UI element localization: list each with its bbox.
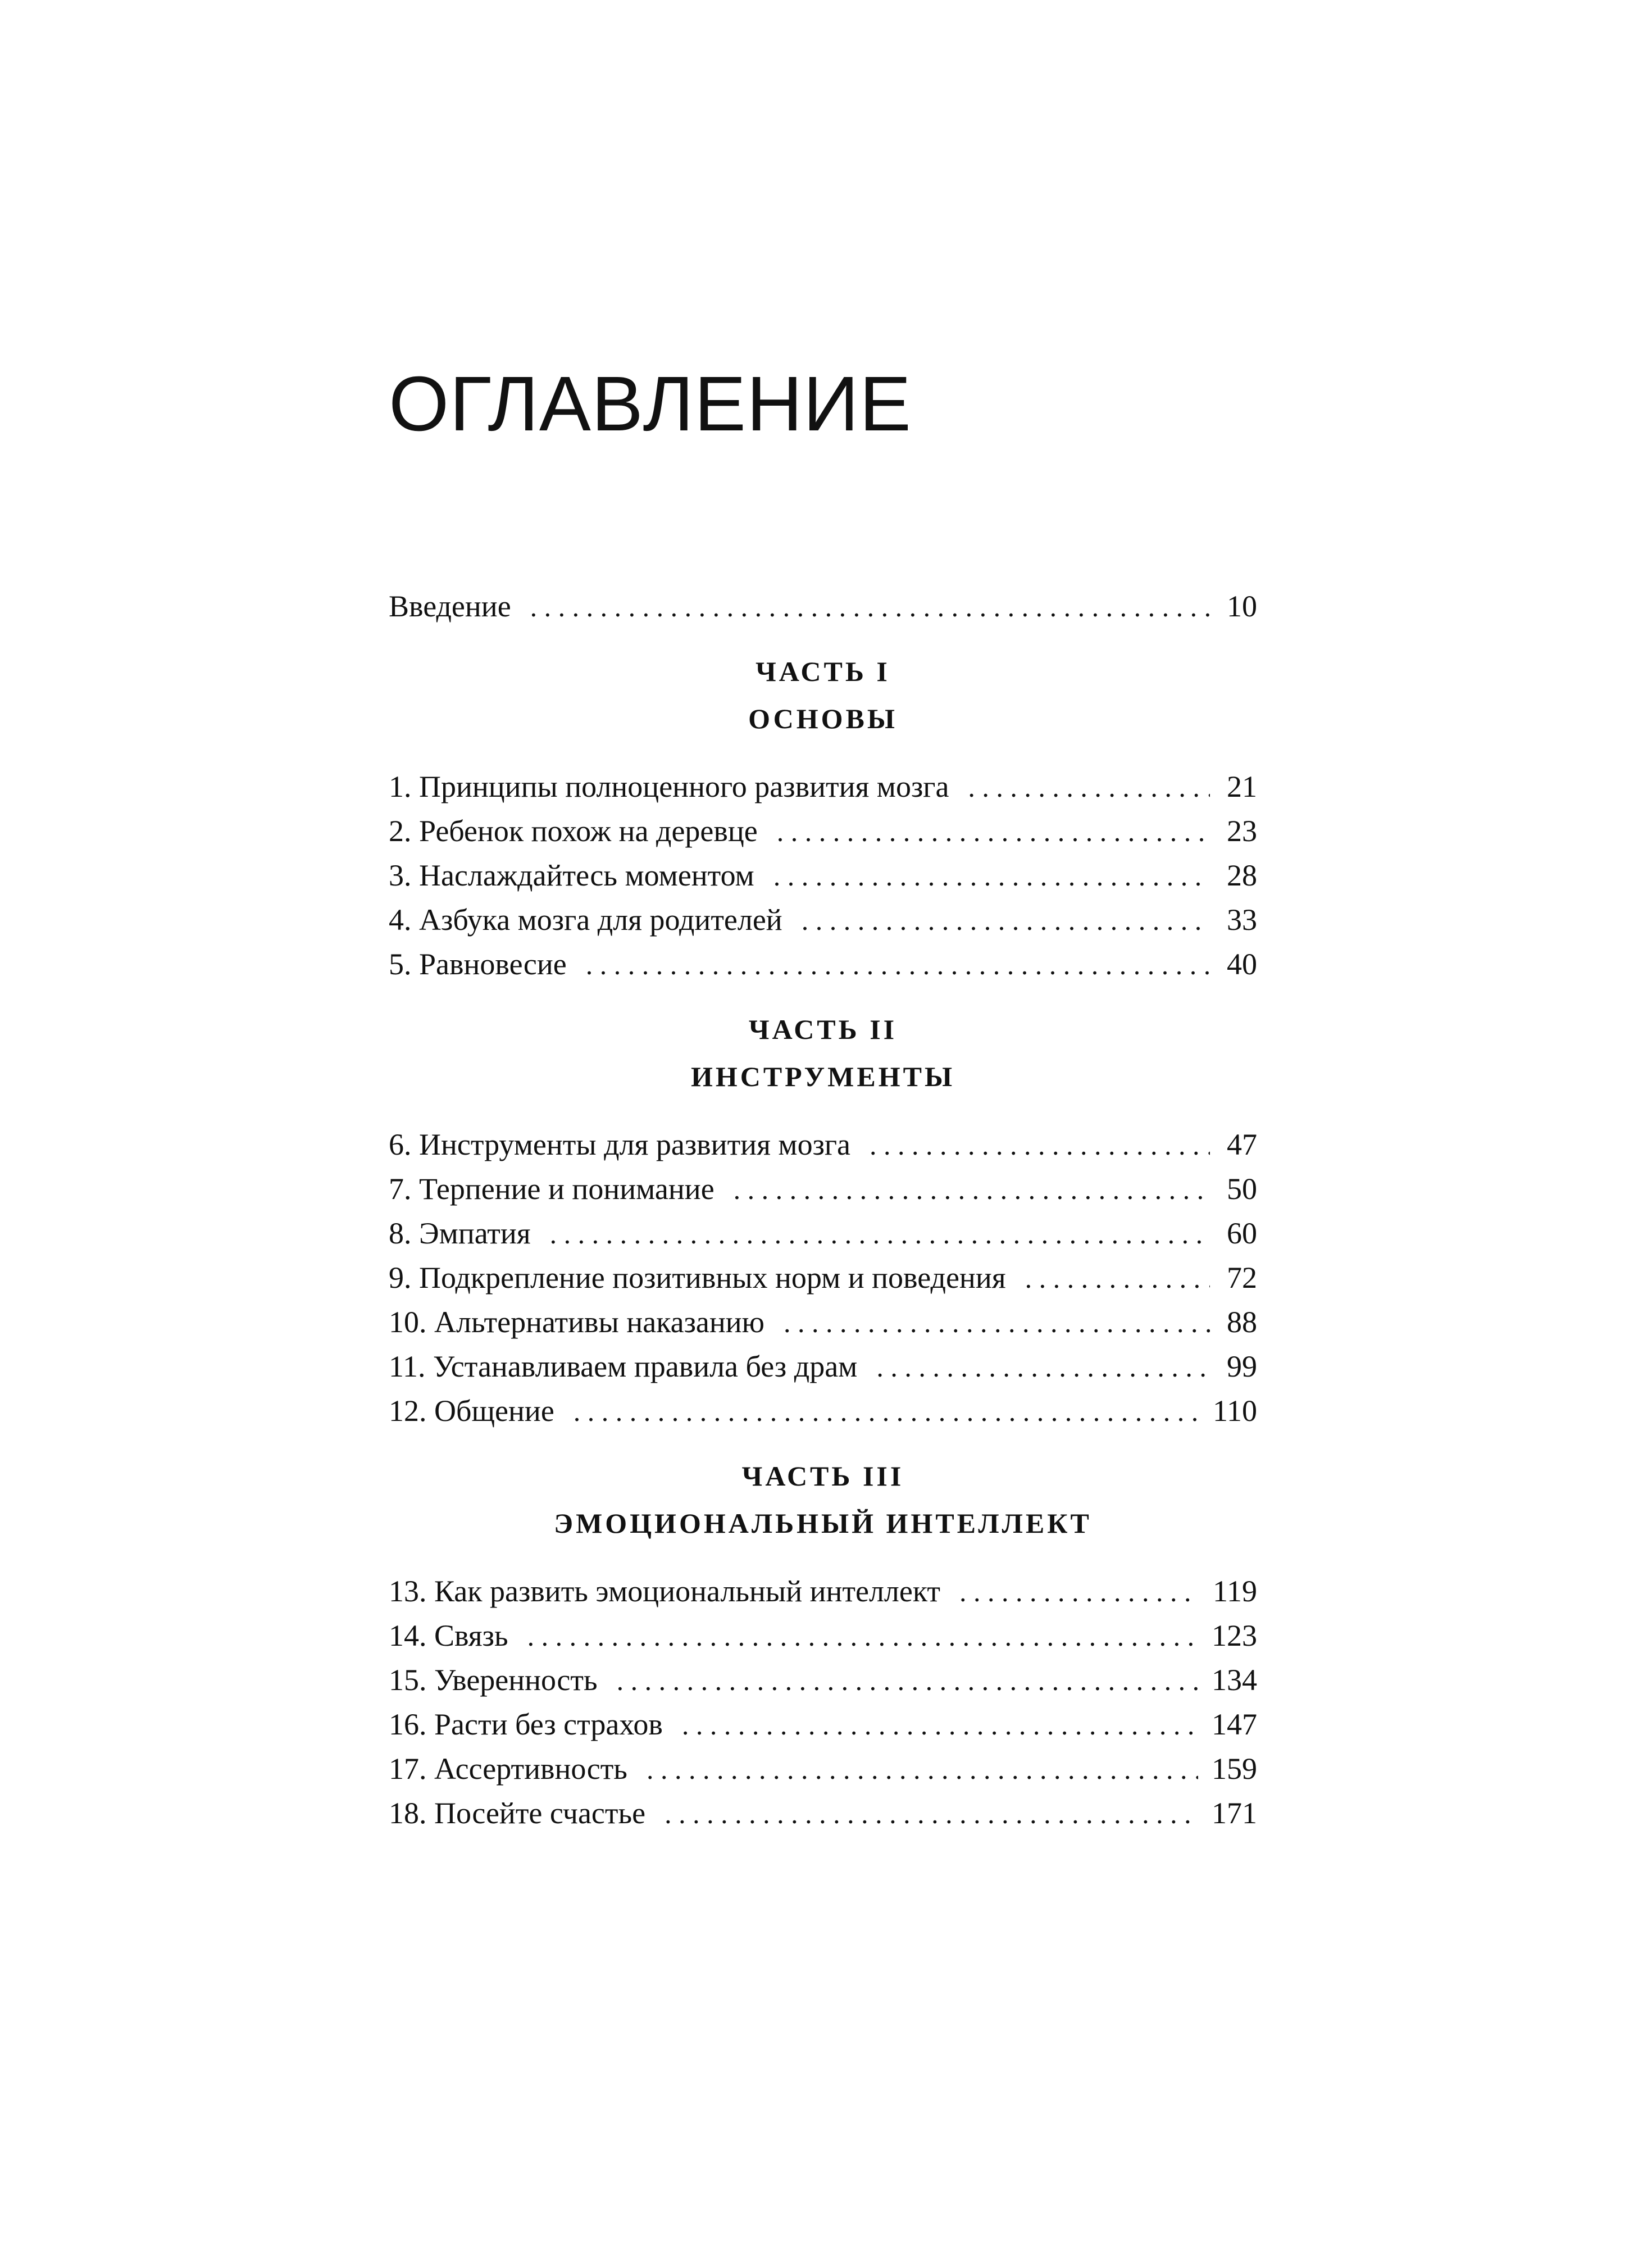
toc-entry-page: 60 bbox=[1227, 1216, 1257, 1250]
toc-entry[interactable] bbox=[389, 1300, 1257, 1345]
toc-entry[interactable] bbox=[389, 1256, 1257, 1300]
toc-entry-page: 134 bbox=[1212, 1663, 1257, 1697]
dot-leader bbox=[777, 810, 1210, 854]
part-name: ИНСТРУМЕНТЫ bbox=[690, 1061, 955, 1092]
toc-entry[interactable] bbox=[389, 853, 1257, 898]
toc-entry-page: 33 bbox=[1227, 903, 1257, 937]
toc-entry-label: 18. Посейте счастье bbox=[389, 1796, 646, 1830]
table-of-contents bbox=[389, 584, 1257, 1836]
toc-entry-label: 1. Принципы полноценного развития мозга bbox=[389, 770, 949, 803]
toc-entry[interactable] bbox=[389, 1211, 1257, 1256]
toc-entry-page: 123 bbox=[1212, 1619, 1257, 1652]
toc-entry[interactable] bbox=[389, 942, 1257, 987]
toc-entry-page: 147 bbox=[1212, 1707, 1257, 1741]
dot-leader bbox=[784, 1301, 1210, 1345]
part-name: ОСНОВЫ bbox=[748, 703, 898, 734]
toc-entry-page: 21 bbox=[1227, 770, 1257, 803]
toc-entry-label: 14. Связь bbox=[389, 1619, 508, 1652]
part-number: ЧАСТЬ I bbox=[756, 656, 890, 687]
part-name: ЭМОЦИОНАЛЬНЫЙ ИНТЕЛЛЕКТ bbox=[554, 1507, 1092, 1539]
toc-entry-label: 7. Терпение и понимание bbox=[389, 1172, 714, 1206]
toc-entry-label: 2. Ребенок похож на деревце bbox=[389, 814, 758, 848]
toc-entry[interactable] bbox=[389, 1614, 1257, 1658]
toc-entry-page: 119 bbox=[1213, 1574, 1257, 1608]
toc-entry[interactable] bbox=[389, 1658, 1257, 1702]
dot-leader bbox=[876, 1345, 1210, 1389]
part-heading-3 bbox=[389, 1452, 1257, 1547]
dot-leader bbox=[574, 1389, 1199, 1434]
toc-entry-label: 16. Расти без страхов bbox=[389, 1707, 663, 1741]
dot-leader bbox=[550, 1212, 1210, 1256]
toc-entry[interactable] bbox=[389, 809, 1257, 853]
dot-leader bbox=[968, 765, 1210, 810]
toc-entry-label: 5. Равновесие bbox=[389, 947, 567, 981]
toc-entry[interactable] bbox=[389, 1791, 1257, 1836]
toc-entry-page: 159 bbox=[1212, 1752, 1257, 1786]
dot-leader bbox=[647, 1747, 1198, 1792]
dot-leader bbox=[527, 1614, 1198, 1659]
toc-entry-label: 10. Альтернативы наказанию bbox=[389, 1305, 765, 1339]
page-title: ОГЛАВЛЕНИЕ bbox=[389, 361, 912, 447]
toc-entry-label: 12. Общение bbox=[389, 1394, 554, 1428]
dot-leader bbox=[617, 1659, 1198, 1703]
toc-entry-label: 3. Наслаждайтесь моментом bbox=[389, 859, 754, 892]
toc-entry-page: 99 bbox=[1227, 1350, 1257, 1383]
toc-entry-page: 28 bbox=[1227, 859, 1257, 892]
toc-entry[interactable] bbox=[389, 765, 1257, 809]
toc-entry-label: 8. Эмпатия bbox=[389, 1216, 531, 1250]
toc-entry[interactable] bbox=[389, 1389, 1257, 1433]
part-heading-1 bbox=[389, 648, 1257, 742]
toc-entry-page: 23 bbox=[1227, 814, 1257, 848]
toc-entry-label: 13. Как развить эмоциональный интеллект bbox=[389, 1574, 940, 1608]
part-number: ЧАСТЬ III bbox=[741, 1460, 904, 1492]
toc-entry[interactable] bbox=[389, 898, 1257, 942]
toc-entry-page: 171 bbox=[1212, 1796, 1257, 1830]
toc-entry[interactable] bbox=[389, 1702, 1257, 1747]
toc-entry-page: 40 bbox=[1227, 947, 1257, 981]
toc-entry-page: 10 bbox=[1227, 589, 1257, 623]
dot-leader bbox=[870, 1123, 1210, 1168]
toc-entry[interactable] bbox=[389, 1167, 1257, 1211]
toc-entry-page: 72 bbox=[1227, 1261, 1257, 1295]
toc-entry-label: 15. Уверенность bbox=[389, 1663, 598, 1697]
dot-leader bbox=[586, 943, 1210, 987]
toc-entry[interactable] bbox=[389, 1345, 1257, 1389]
toc-entry-page: 50 bbox=[1227, 1172, 1257, 1206]
toc-entry[interactable] bbox=[389, 1569, 1257, 1614]
toc-entry-page: 47 bbox=[1227, 1128, 1257, 1161]
dot-leader bbox=[734, 1168, 1210, 1212]
toc-entry-page: 88 bbox=[1227, 1305, 1257, 1339]
toc-entry[interactable] bbox=[389, 1747, 1257, 1791]
dot-leader bbox=[530, 585, 1210, 629]
dot-leader bbox=[959, 1570, 1199, 1614]
dot-leader bbox=[665, 1792, 1198, 1836]
toc-entry-page: 110 bbox=[1213, 1394, 1257, 1428]
toc-entry-intro[interactable] bbox=[389, 584, 1257, 629]
dot-leader bbox=[1025, 1256, 1210, 1301]
dot-leader bbox=[773, 854, 1210, 898]
dot-leader bbox=[802, 898, 1210, 943]
part-number: ЧАСТЬ II bbox=[748, 1014, 898, 1045]
toc-entry-label: 9. Подкрепление позитивных норм и поведения bbox=[389, 1261, 1006, 1295]
toc-entry-label: 17. Ассертивность bbox=[389, 1752, 627, 1786]
part-heading-2 bbox=[389, 1006, 1257, 1100]
toc-entry-label: Введение bbox=[389, 589, 511, 623]
toc-entry-label: 6. Инструменты для развития мозга bbox=[389, 1128, 851, 1161]
toc-entry-label: 4. Азбука мозга для родителей bbox=[389, 903, 782, 937]
toc-entry[interactable] bbox=[389, 1123, 1257, 1167]
dot-leader bbox=[682, 1703, 1198, 1747]
toc-entry-label: 11. Устанавливаем правила без драм bbox=[389, 1350, 858, 1383]
